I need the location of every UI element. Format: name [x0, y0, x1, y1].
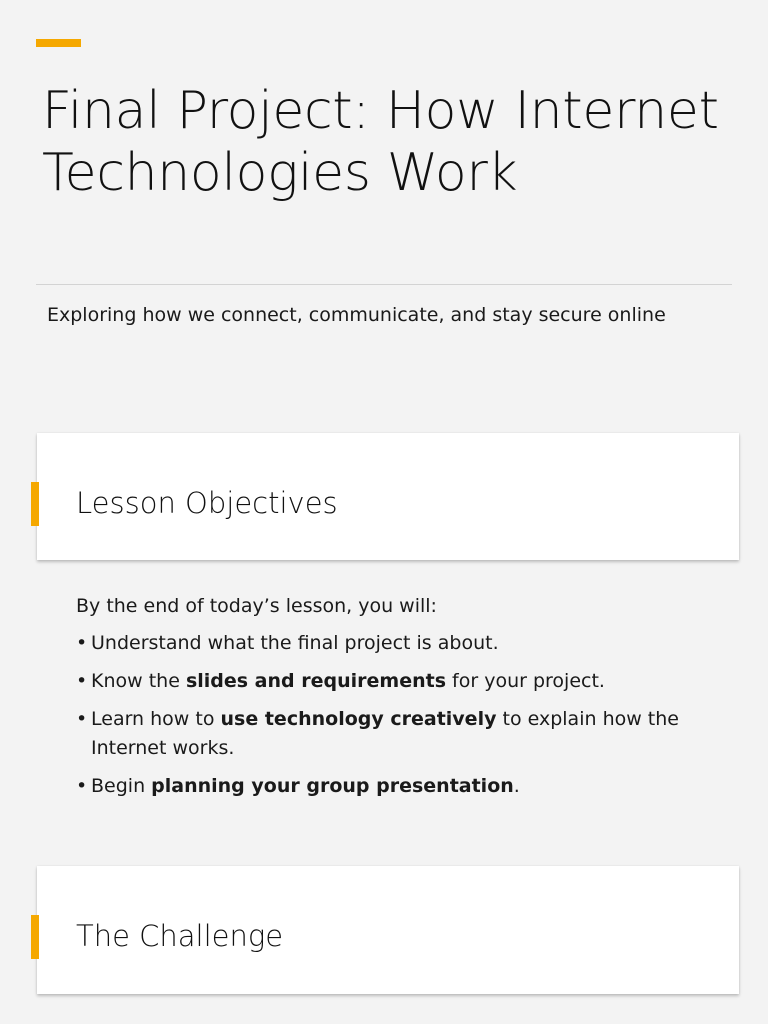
item-text: to explain how the Internet works.	[91, 708, 679, 759]
item-text: Learn how to	[91, 708, 221, 730]
section-heading: Lesson Objectives	[76, 486, 338, 520]
item-text: for your project.	[446, 670, 605, 692]
section-card-lesson-objectives	[37, 433, 739, 560]
section-card-the-challenge	[37, 866, 739, 994]
bullet-icon: •	[76, 775, 88, 797]
accent-bar	[36, 39, 81, 47]
title-divider	[36, 284, 732, 285]
section-marker	[31, 482, 39, 526]
bullet-icon: •	[76, 708, 88, 730]
item-text: .	[513, 775, 520, 797]
list-item	[76, 667, 716, 696]
list-item	[76, 629, 716, 658]
page-title: Final Project: How Internet Technologies Work	[42, 81, 719, 203]
list-item	[76, 772, 716, 801]
item-text: Know the	[91, 670, 186, 692]
objectives-list	[76, 629, 716, 801]
section-marker	[31, 915, 39, 959]
item-text: Begin	[91, 775, 152, 797]
item-emphasis: use technology creatively	[220, 708, 497, 730]
bullet-icon: •	[76, 670, 88, 692]
item-emphasis: slides and requirements	[185, 670, 446, 692]
item-emphasis: planning your group presentation	[151, 775, 514, 797]
item-text: Understand what the final project is about.	[91, 632, 499, 654]
page-subtitle: Exploring how we connect, communicate, and stay secure online	[47, 304, 666, 326]
objectives-content	[76, 592, 716, 810]
section-heading: The Challenge	[76, 919, 284, 953]
objectives-intro: By the end of today’s lesson, you will:	[76, 595, 437, 617]
bullet-icon: •	[76, 632, 88, 654]
list-item	[76, 705, 716, 763]
